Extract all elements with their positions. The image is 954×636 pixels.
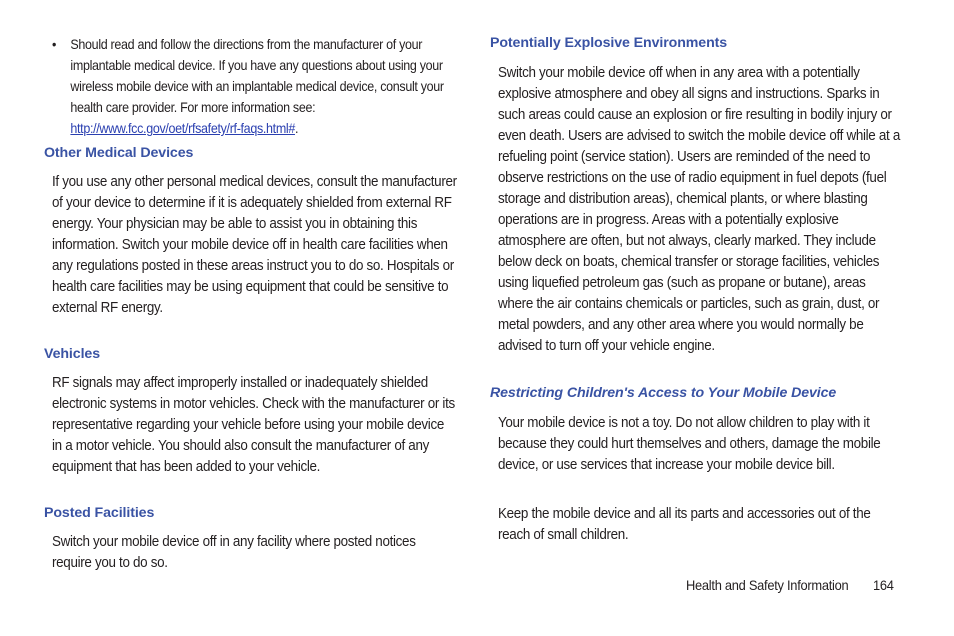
heading-vehicles: Vehicles [44, 346, 100, 362]
bullet-period: . [295, 121, 299, 136]
explosive-environments-body: Switch your mobile device off when in any area with a potentially explosive atmosphere and obey all signs and instructions. Sparks in such areas could cause an explosion or fire resulting in bodily injury or even death. Users are advised to switch the mobile device off while at a refueling point (service station). Users are reminded of the need to observe restrictions on the use of radio equipment in fuel depots (fuel storage and distribution areas), chemical plants, or where blasting operations are in progress. Areas with a potentially explosive atmosphere are often, but not always, clearly marked. They include below deck on boats, chemical transfer or storage facilities, vehicles using liquefied petroleum gas (such as propane or butane), areas where the air contains chemicals or particles, such as grain, dust, or metal powders, and any other area where you would normally be advised to turn off your vehicle engine. [498, 65, 900, 354]
other-medical-devices-body: If you use any other personal medical devices, consult the manufacturer of your device to determine if it is adequately shielded from external RF energy. Your physician may be able to assist you in obtaining this information. Switch your mobile device off in health care facilities when any regulations posted in these areas instruct you to do so. Hospitals or health care facilities may be using equipment that could be sensitive to external RF energy. [52, 174, 457, 316]
heading-potentially-explosive-environments: Potentially Explosive Environments [490, 35, 728, 51]
footer-page-number: 164 [873, 577, 894, 593]
children-body-2: Keep the mobile device and all its parts and accessories out of the reach of small children. [498, 506, 871, 543]
children-body-1: Your mobile device is not a toy. Do not allow children to play with it because they could hurt themselves and others, damage the mobile device, or use services that increase your mobile device bill. [498, 415, 881, 473]
heading-restricting-childrens-access: Restricting Children's Access to Your Mobile Device [490, 385, 837, 401]
fcc-link[interactable]: http://www.fcc.gov/oet/rfsafety/rf-faqs.html# [70, 121, 296, 136]
bullet-body: Should read and follow the directions from the manufacturer of your implantable medical device. If you have any questions about using your wireless mobile device with an implantable medical device, consult your health care provider. For more information see: [70, 37, 444, 115]
heading-posted-facilities: Posted Facilities [44, 505, 155, 521]
bullet-text [70, 34, 447, 139]
posted-facilities-body: Switch your mobile device off in any facility where posted notices require you to do so. [52, 534, 416, 571]
vehicles-body: RF signals may affect improperly installed or inadequately shielded electronic systems in motor vehicles. Check with the manufacturer or its representative regarding your vehicle before using your mobile device in a motor vehicle. You should also consult the manufacturer of any equipment that has been added to your vehicle. [52, 375, 455, 475]
implant-bullet [52, 34, 448, 139]
heading-other-medical-devices: Other Medical Devices [44, 145, 194, 161]
bullet-dot: • [52, 37, 57, 52]
footer-section-title: Health and Safety Information [686, 577, 849, 593]
